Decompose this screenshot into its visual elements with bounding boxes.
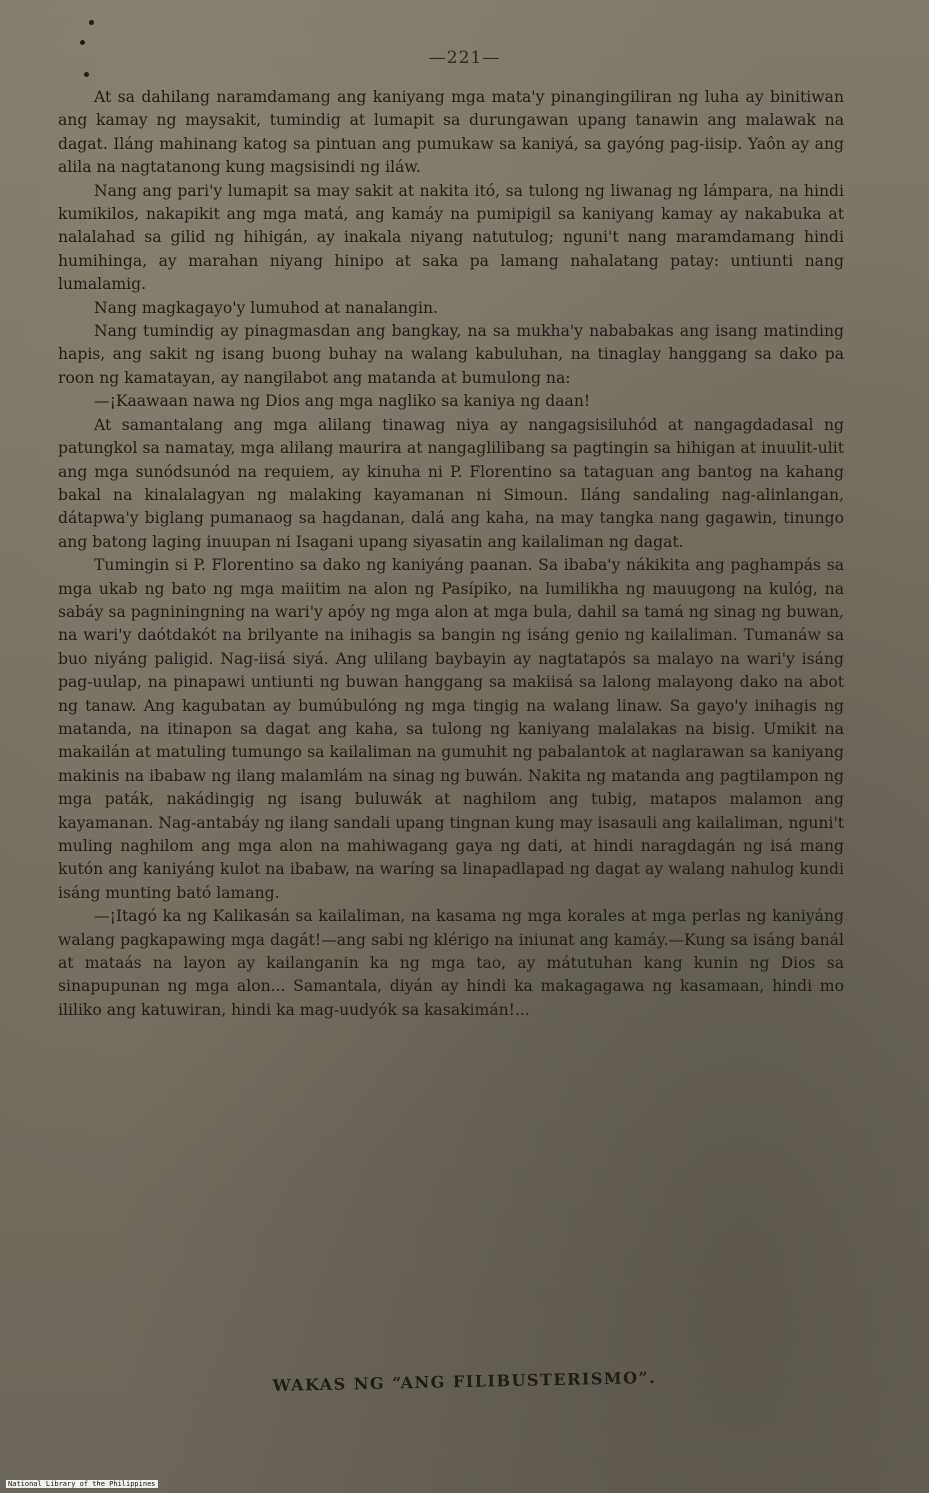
ink-speck xyxy=(89,20,94,25)
paragraph: Tumingin si P. Florentino sa dako ng kaniyáng paanan. Sa ibaba'y nákikita ang paghampás sa mga ukab ng bato ng mga maiitim na alon ng Pasípiko, na lumilikha ng mauugong na kulóg, na sabáy sa pagniningning na wari'y apóy ng mga alon at mga bula, dahil sa tamá ng sinag ng buwan, na wari'y daótdakót na brilyante na inihagis sa bangin ng isáng genio ng kailaliman. Tumanáw sa buo niyáng paligid. Nag-iisá siyá. Ang ulilang baybayin ay nagtatapós sa malayo na wari'y isáng pag-uulap, na pinapawi untiunti ng buwan hanggang sa makiisá sa lalong malayong dako na abot ng tanaw. Ang kagubatan ay bumúbulóng ng mga tingig na walang linaw. Sa gayo'y inihagis ng matanda, na itinapon sa dagat ang kaha, sa tulong ng kaniyang malalakas na bisig. Umikit na makailán at matuling tumungo sa kailaliman na gumuhit ng pabalantok at naglarawan sa kaniyang makinis na ibabaw ng ilang malamlám na sinag ng buwán. Nakita ng matanda ang pagtilampon ng mga paták, nakádingig ng isang buluwák at naghilom ang tubig, matapos malamon ang kayamanan. Nag-antabáy ng ilang sandali upang tingnan kung may isasauli ang kailaliman, nguni't muling naghilom ang mga alon na mahiwagang gaya ng dati, at hindi naragdagán ng isá mang kutón ang kaniyáng kulot na ibabaw, na waríng sa linapadlapad ng dagat ay walang nahulog kundi isáng munting bató lamang. xyxy=(58,556,844,902)
page-number: —221— xyxy=(428,48,501,68)
paragraph: At samantalang ang mga alilang tinawag niya ay nangagsisiluhód at nangagdadasal ng patungkol sa namatay, mga alilang maurira at nangaglilibang sa pagtingin sa hihigan at inuulit-ulit ang mga sunódsunód na requiem, ay kinuha ni P. Florentino sa tataguan ang bantog na kahang bakal na kinalalagyan ng malaking kayamanan ni Simoun. Iláng sandaling nag-alinlangan, dátapwa'y biglang pumanaog sa hagdanan, dalá ang kaha, na may tangka nang gagawin, tinungo ang batong laging inuupan ni Isagani upang siyasatin ang kailaliman ng dagat. xyxy=(58,415,844,551)
paragraph: Nang tumindig ay pinagmasdan ang bangkay, na sa mukha'y nababakas ang isang matinding hapis, ang sakit ng isang buong buhay na walang kabuluhan, na tinaglay hanggang sa dako pa roon ng kamatayan, ay nangilabot ang matanda at bumulong na: xyxy=(58,322,844,387)
ending-title: WAKAS NG “ANG FILIBUSTERISMO”. xyxy=(272,1367,657,1396)
library-credit: National Library of the Philippines xyxy=(8,1480,156,1488)
ink-speck xyxy=(84,72,89,77)
paragraph: At sa dahilang naramdamang ang kaniyang mga mata'y pinangingiliran ng luha ay binitiwan ang kamay ng maysakit, tumindig at lumapit sa durungawan upang tanawin ang malawak na dagat. Iláng mahinang katog sa pintuan ang pumukaw sa kaniyá, sa gayóng pag-iisip. Yaôn ay ang alila na nagtatanong kung magsisindi ng iláw. xyxy=(58,88,844,177)
body-text xyxy=(58,86,844,1022)
paragraph: Nang magkagayo'y lumuhod at nanalangin. xyxy=(94,298,438,317)
paragraph: —¡Itagó ka ng Kalikasán sa kailaliman, na kasama ng mga korales at mga perlas ng kaniyáng walang pagkapawing mga dagát!—ang sabi ng klérigo na iniunat ang kamáy.—Kung sa isáng banál at mataás na layon ay kailanganin ka ng mga tao, ay mátutuhan kang kunin ng Dios sa sinapupunan ng mga alon... Samantala, diyán ay hindi ka makagagawa ng kasamaan, hindi mo ililiko ang katuwiran, hindi ka mag-uudyók sa kasakimán!... xyxy=(58,907,844,1019)
paragraph: Nang ang pari'y lumapit sa may sakit at nakita itó, sa tulong ng liwanag ng lámpara, na hindi kumikilos, nakapikit ang mga matá, ang kamáy na pumipigil sa kaniyang kamay ay nakabuka at nalalahad sa gilid ng hihigán, ay inakala niyang natutulog; nguni't nang maramdamang hindi humihinga, ay marahan niyang hinipo at saka pa lamang nahalatang patay: untiunti nang lumalamig. xyxy=(58,181,844,294)
ink-speck xyxy=(80,40,85,45)
paragraph: —¡Kaawaan nawa ng Dios ang mga nagliko sa kaniya ng daan! xyxy=(94,392,591,411)
